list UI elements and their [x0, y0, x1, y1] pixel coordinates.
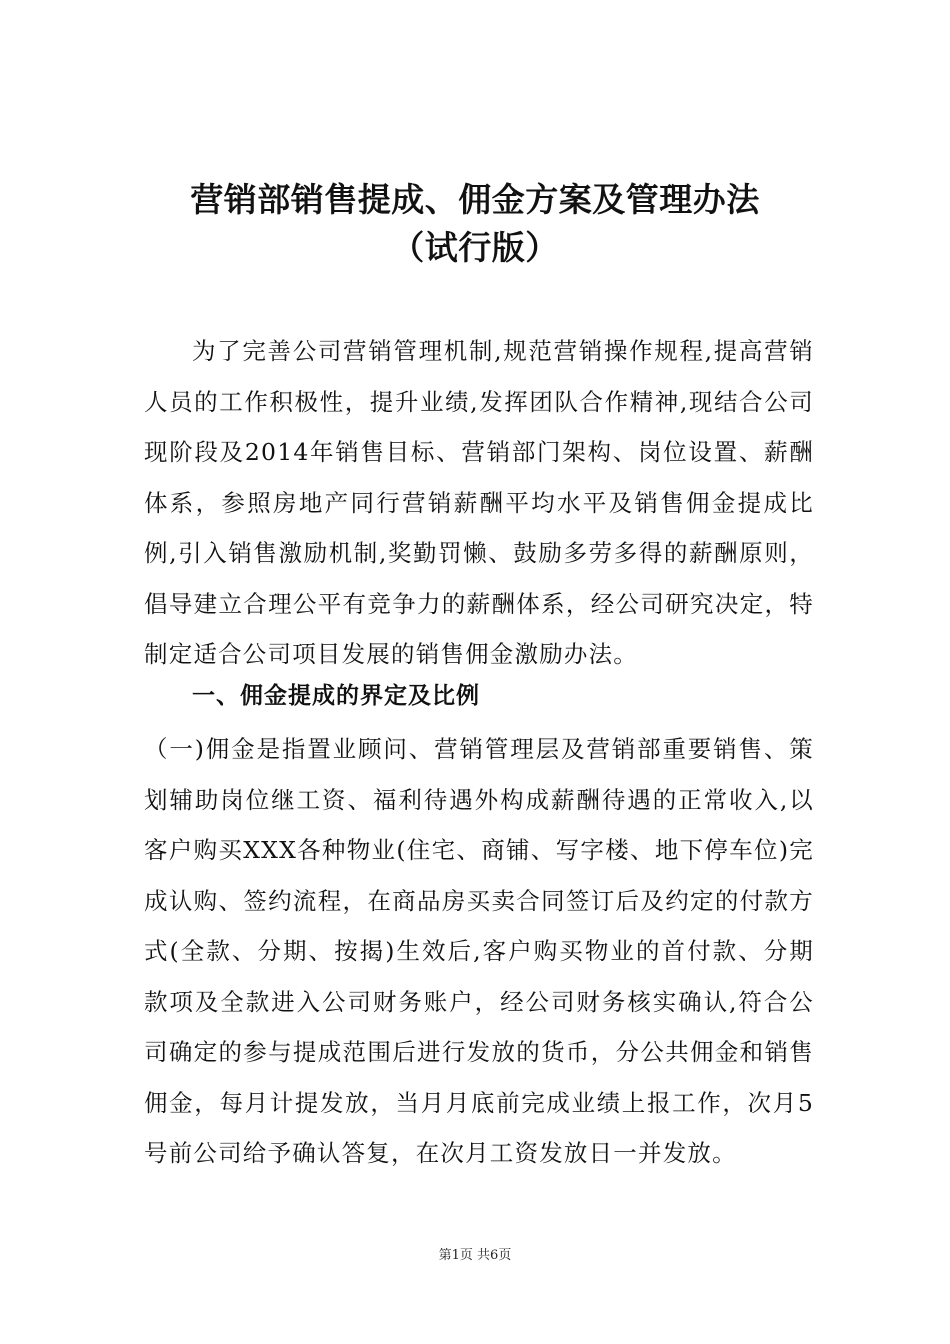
section-heading: 一、佣金提成的界定及比例 — [192, 683, 480, 709]
intro-paragraph: 为了完善公司营销管理机制,规范营销操作规程,提高营销人员的工作积极性，提升业绩,发挥团队合作精神,现结合公司现阶段及2014年销售目标、营销部门架构、岗位设置、薪酬体系，参照房地产同行营销薪酬平均水平及销售佣金提成比例,引入销售激励机制,奖勤罚懒、鼓励多劳多得的薪酬原则，倡导建立合理公平有竞争力的薪酬体系，经公司研究决定，特制定适合公司项目发展的销售佣金激励办法。 — [144, 337, 814, 668]
section-paragraph: （一)佣金是指置业顾问、营销管理层及营销部重要销售、策划辅助岗位继工资、福利待遇外构成薪酬待遇的正常收入,以客户购买XXX各种物业(住宅、商铺、写字楼、地下停车位)完成认购、签约流程，在商品房买卖合同签订后及约定的付款方式(全款、分期、按揭)生效后,客户购买物业的首付款、分期款项及全款进入公司财务账户，经公司财务核实确认,符合公司确定的参与提成范围后进行发放的货币，分公共佣金和销售佣金，每月计提发放，当月月底前完成业绩上报工作，次月5号前公司给予确认答复，在次月工资发放日一并发放。 — [144, 735, 814, 1167]
page-number: 第1页 共6页 — [438, 1248, 512, 1263]
document-subtitle: （试行版） — [391, 228, 559, 267]
document-title: 营销部销售提成、佣金方案及管理办法 — [190, 180, 760, 219]
